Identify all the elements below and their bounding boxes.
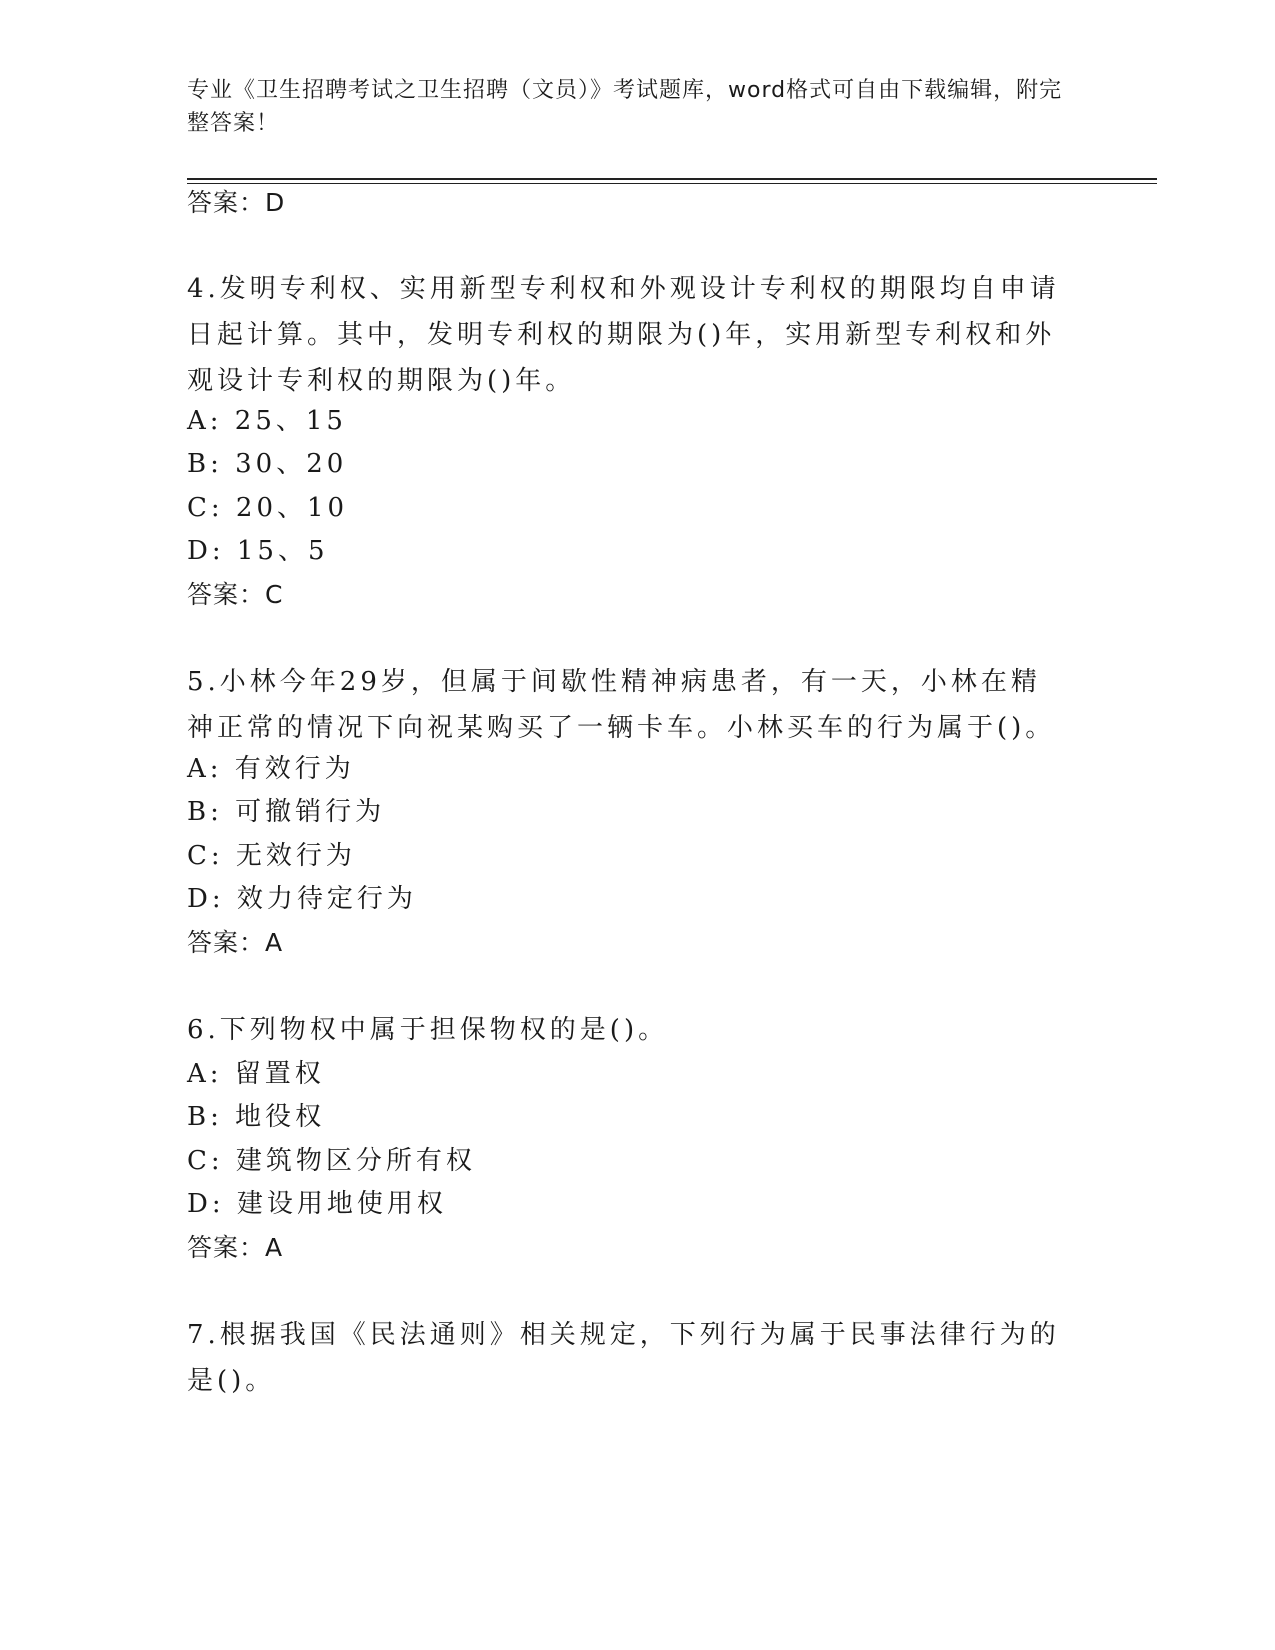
question-6-option-d: D: 建设用地使用权 <box>187 1189 447 1219</box>
question-6-option-b: B: 地役权 <box>187 1102 326 1132</box>
question-5-stem: 5.小林今年29岁，但属于间歇性精神病患者，有一天，小林在精神正常的情况下向祝某购买了一辆卡车。小林买车的行为属于()。 <box>187 667 1056 743</box>
question-4-option-d: D: 15、5 <box>187 536 329 566</box>
question-6-option-c: C: 建筑物区分所有权 <box>187 1146 476 1176</box>
question-4-answer: 答案：C <box>187 580 284 609</box>
question-6-option-a: A: 留置权 <box>187 1059 325 1089</box>
question-5-option-b: B: 可撤销行为 <box>187 797 386 827</box>
question-5-option-d: D: 效力待定行为 <box>187 884 417 914</box>
question-5-answer: 答案：A <box>187 928 284 957</box>
question-4-option-a: A: 25、15 <box>187 406 347 436</box>
question-6-answer: 答案：A <box>187 1233 284 1262</box>
document-header: 专业《卫生招聘考试之卫生招聘（文员）》考试题库，word格式可自由下载编辑，附完整答案！ <box>187 78 1063 136</box>
question-4-option-c: C: 20、10 <box>187 493 349 523</box>
question-6-stem: 6.下列物权中属于担保物权的是()。 <box>187 1015 669 1045</box>
question-7-stem: 7.根据我国《民法通则》相关规定，下列行为属于民事法律行为的是()。 <box>187 1320 1060 1396</box>
question-4-stem: 4.发明专利权、实用新型专利权和外观设计专利权的期限均自申请日起计算。其中，发明专利权的期限为()年，实用新型专利权和外观设计专利权的期限为()年。 <box>187 274 1060 396</box>
answer-q3: 答案：D <box>187 188 286 217</box>
header-divider <box>187 178 1157 184</box>
question-5-option-c: C: 无效行为 <box>187 841 356 871</box>
question-4-option-b: B: 30、20 <box>187 449 348 479</box>
question-5-option-a: A: 有效行为 <box>187 754 355 784</box>
